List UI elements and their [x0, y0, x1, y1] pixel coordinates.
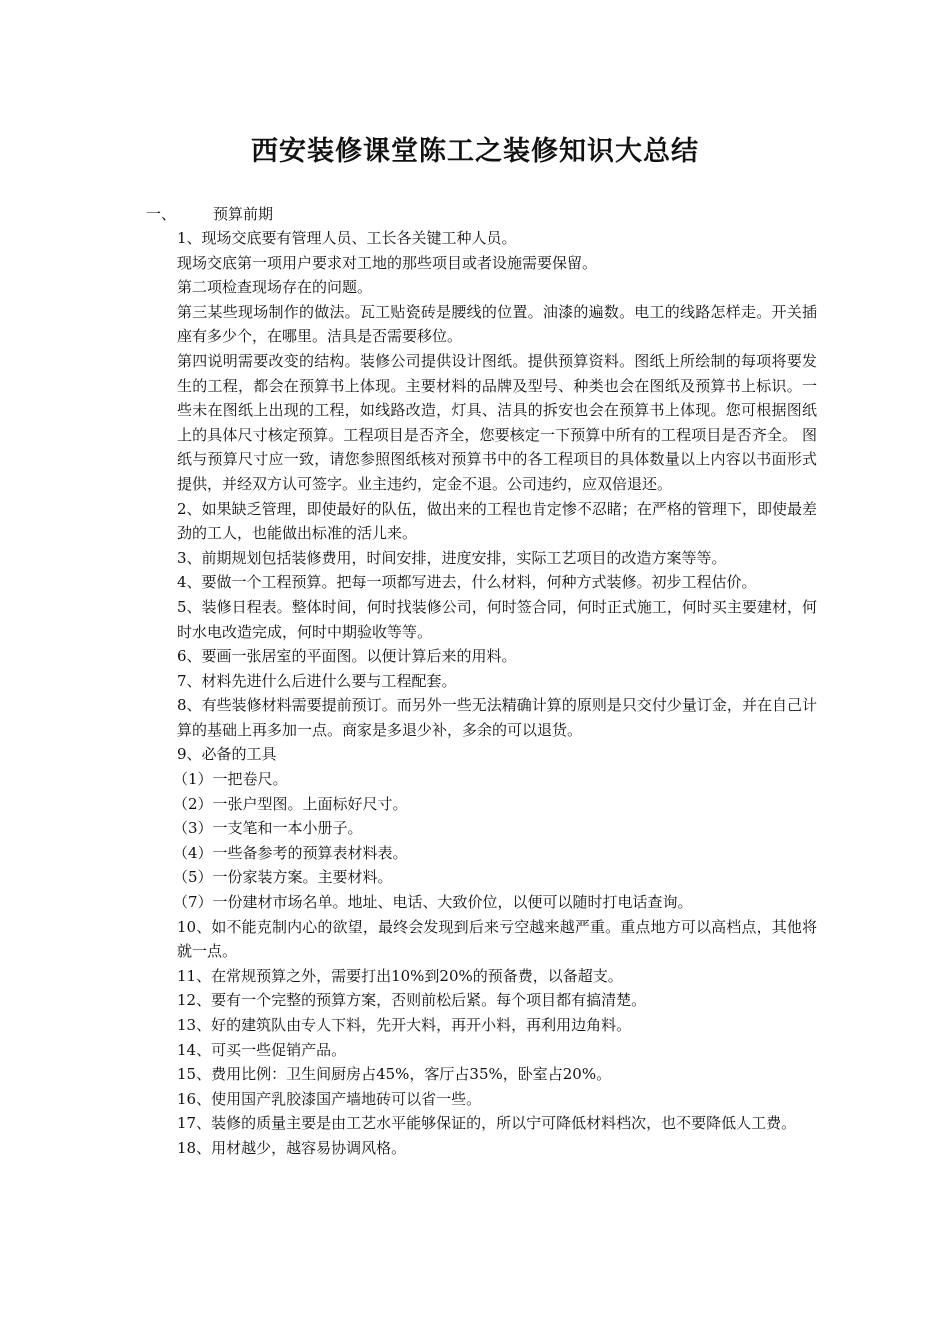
paragraph: 1、现场交底要有管理人员、工长各关键工种人员。 — [177, 229, 517, 247]
paragraph: 现场交底第一项用户要求对工地的那些项目或者设施需要保留。 — [177, 253, 598, 272]
paragraph: 14、可买一些促销产品。 — [177, 1040, 347, 1059]
list-item: （3）一支笔和一本小册子。 — [173, 819, 363, 838]
paragraph: 8、有些装修材料需要提前预订。而另外一些无法精确计算的原则是只交付少量订金，并在自己计算的基础上再多加一点。商家是多退少补，多余的可以退货。 — [177, 696, 817, 739]
paragraph: 第四说明需要改变的结构。装修公司提供设计图纸。提供预算资料。图纸上所绘制的每项将要发生的工程，都会在预算书上体现。主要材料的品牌及型号、种类也会在图纸及预算书上标识。一些未在图纸上出现的工程，如线路改造，灯具、洁具的拆安也会在预算书上体现。您可根据图纸上的具体尺寸核定预算。工程项目是否齐全，您要核定一下预算中所有的工程项目是否齐全。 图纸与预算尺寸应一致，请您参照图纸核对预算书中的各工程项目的具体数量以上内容以书面形式提供，并经双方认可签字。业主违约，定金不退。公司违约，应双倍退还。 — [177, 351, 817, 493]
section-number: 一、 — [146, 205, 177, 223]
list-item: （4）一些备参考的预算表材料表。 — [173, 843, 408, 862]
paragraph: 10、如不能克制内心的欲望，最终会发现到后来亏空越来越严重。重点地方可以高档点，其他将就一点。 — [177, 917, 817, 961]
paragraph: 18、用材越少，越容易协调风格。 — [177, 1138, 407, 1157]
paragraph: 17、装修的质量主要是由工艺水平能够保证的，所以宁可降低材料档次，也不要降低人工费。 — [177, 1114, 797, 1133]
list-item: （2）一张户型图。上面标好尺寸。 — [173, 794, 408, 813]
paragraph: 第三某些现场制作的做法。瓦工贴瓷砖是腰线的位置。油漆的遍数。电工的线路怎样走。开关插座有多少个，在哪里。洁具是否需要移位。 — [177, 302, 817, 346]
document-body — [173, 226, 817, 1161]
paragraph: 12、要有一个完整的预算方案，否则前松后紧。每个项目都有搞清楚。 — [177, 991, 647, 1010]
paragraph: 2、如果缺乏管理，即使最好的队伍，做出来的工程也肯定惨不忍睹；在严格的管理下，即使最差劲的工人，也能做出标准的活儿来。 — [177, 499, 817, 543]
document-title: 西安装修课堂陈工之装修知识大总结 — [251, 136, 699, 167]
list-item: （7）一份建材市场名单。地址、电话、大致价位，以便可以随时打电话查询。 — [173, 893, 693, 912]
list-item: （1）一把卷尺。 — [173, 770, 288, 789]
list-item: （5）一份家装方案。主要材料。 — [173, 868, 393, 887]
section-heading — [146, 202, 273, 226]
paragraph: 5、装修日程表。整体时间，何时找装修公司，何时签合同，何时正式施工，何时买主要建材，何时水电改造完成，何时中期验收等等。 — [177, 597, 817, 641]
paragraph: 7、材料先进什么后进什么要与工程配套。 — [177, 671, 457, 690]
paragraph: 第二项检查现场存在的问题。 — [177, 278, 373, 297]
paragraph: 3、前期规划包括装修费用，时间安排，进度安排，实际工艺项目的改造方案等等。 — [177, 548, 727, 567]
paragraph: 6、要画一张居室的平面图。以便计算后来的用料。 — [177, 647, 517, 666]
paragraph: 13、好的建筑队由专人下料，先开大料，再开小料，再利用边角料。 — [177, 1016, 632, 1034]
paragraph: 16、使用国产乳胶漆国产墙地砖可以省一些。 — [177, 1089, 482, 1108]
paragraph: 15、费用比例：卫生间厨房占45%，客厅占35%，卧室占20%。 — [177, 1065, 612, 1084]
paragraph: 9、必备的工具 — [177, 745, 277, 764]
section-title: 预算前期 — [213, 205, 274, 223]
paragraph: 4、要做一个工程预算。把每一项都写进去，什么材料，何种方式装修。初步工程估价。 — [177, 573, 757, 592]
paragraph: 11、在常规预算之外，需要打出10%到20%的预备费，以备超支。 — [177, 966, 623, 985]
